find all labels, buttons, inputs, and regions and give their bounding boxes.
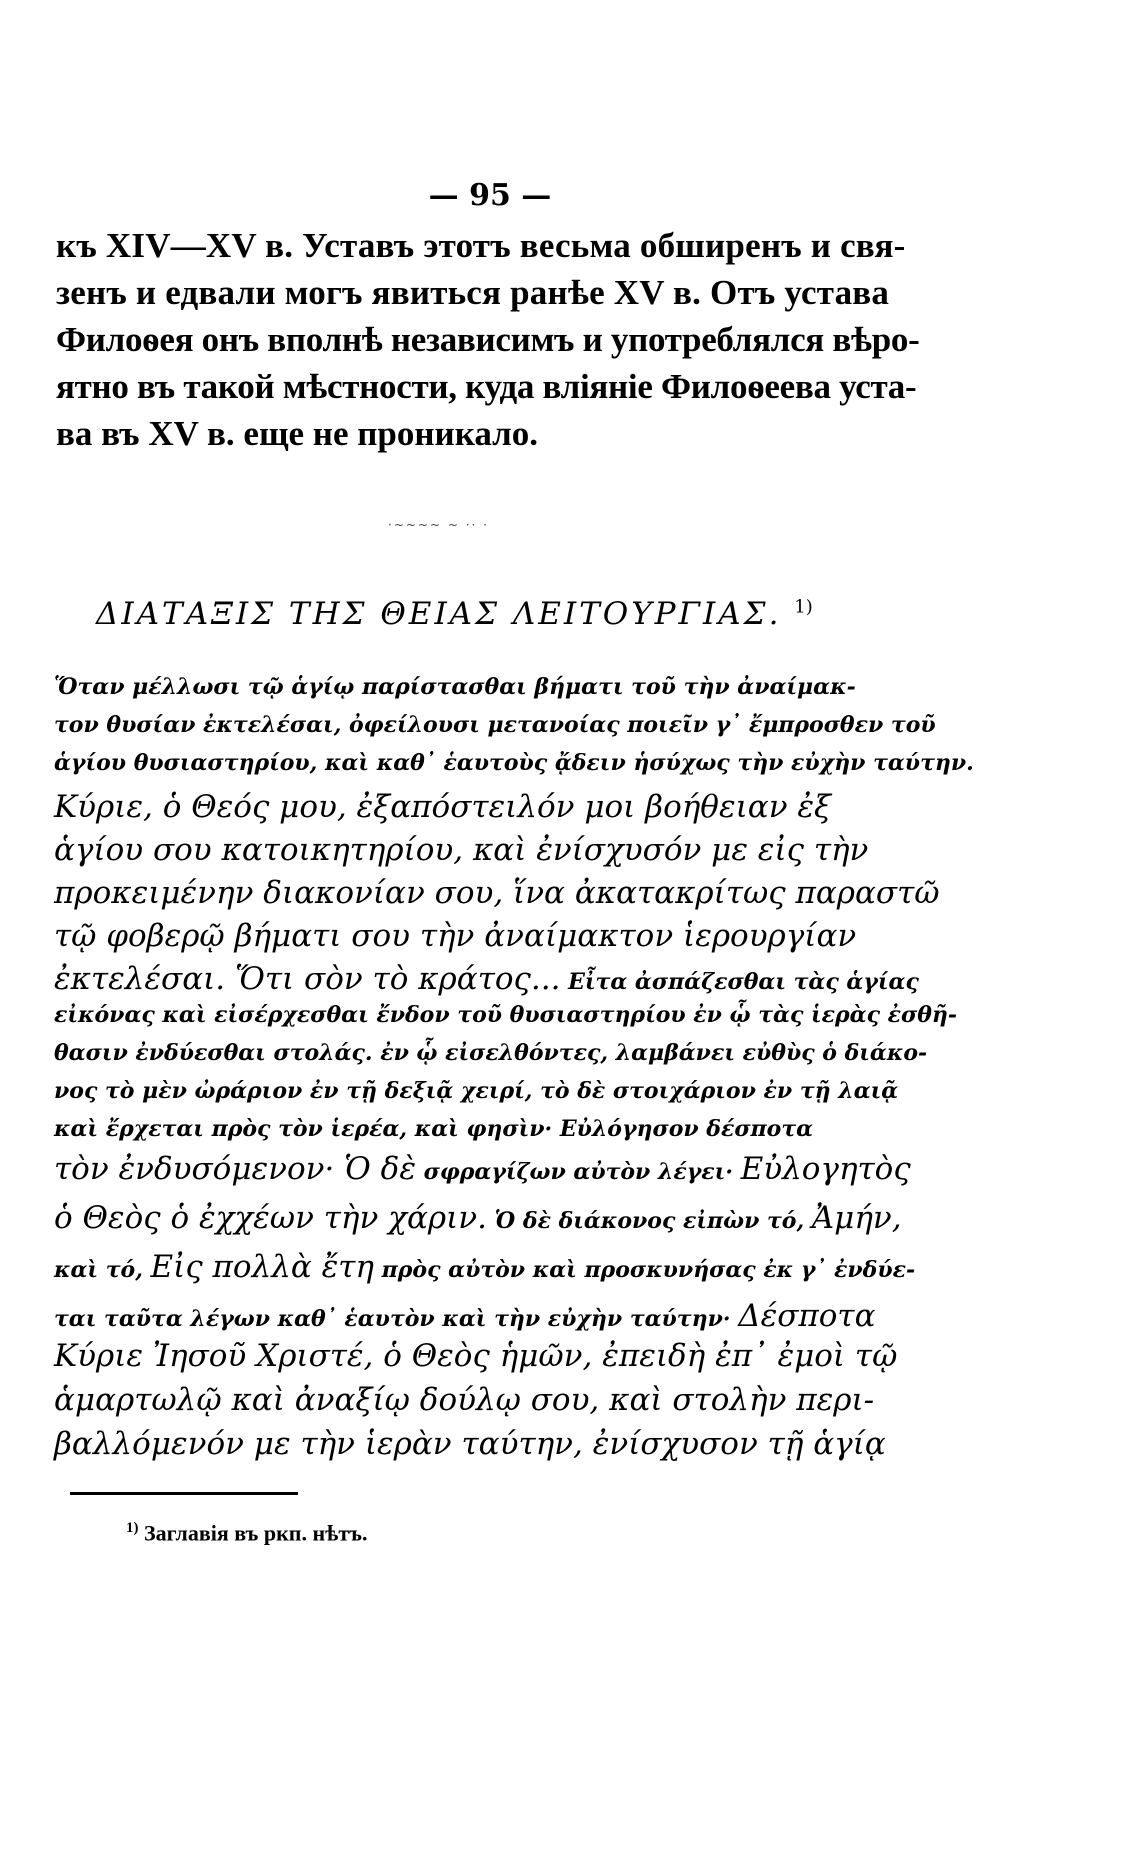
prayer-text: Ἀμήν, (811, 1200, 902, 1236)
text-line: зенъ и едвали могъ явиться ранѣе XV в. Отъ устава (56, 273, 890, 312)
prayer-text: τὸν ἐνδυσόμενον· Ὁ δὲ (54, 1151, 416, 1187)
text-line: βαλλόμενόν με τὴν ἱερὰν ταύτην, ἐνίσχυσον τῇ ἁγίᾳ (54, 1426, 886, 1462)
footnote-divider (70, 1492, 298, 1495)
text-line-mixed (54, 1148, 911, 1197)
text-line: Филоѳея онъ вполнѣ независимъ и употреблялся вѣро- (56, 320, 920, 359)
text-line-mixed (54, 1197, 902, 1246)
text-line: τον θυσίαν ἐκτελέσαι, ὀφείλουσι μετανοίας ποιεῖν γ᾽ ἔμπροσθεν τοῦ (54, 712, 936, 738)
text-line: ἁγίου θυσιαστηρίου, καὶ καθ᾽ ἑαυτοὺς ᾄδειν ἡσύχως τὴν εὐχὴν ταύτην. (54, 750, 974, 776)
text-line: θασιν ἐνδύεσθαι στολάς. ἐν ᾧ εἰσελθόντες, λαμβάνει εὐθὺς ὁ διάκο- (54, 1040, 928, 1066)
greek-prayer-1 (54, 786, 940, 1001)
footnote-mark: 1) (126, 1520, 139, 1536)
rubric-text: πρὸς αὐτὸν καὶ προσκυνήσας ἐκ γ᾽ ἐνδύε- (374, 1257, 916, 1283)
prayer-text: Εὐλογητὸς (740, 1151, 911, 1187)
text-line: къ XIV—XV в. Уставъ этотъ весьма обширенъ и свя- (56, 226, 906, 265)
greek-prayer-2 (54, 1334, 898, 1466)
heading-title: ΔΙΑΤΑΞΙΣ ΤΗΣ ΘΕΙΑΣ ΛΕΙΤΟΥΡΓΙΑΣ. (96, 596, 782, 632)
greek-rubric-1 (54, 668, 974, 782)
prayer-text: Εἰς πολλὰ ἔτη (150, 1249, 375, 1285)
prayer-text: Δέσποτα (738, 1298, 876, 1334)
rubric-text: Ὁ δὲ διάκονος εἰπὼν τό, (487, 1208, 812, 1234)
footnote (126, 1520, 367, 1546)
footnote-text: Заглавія въ ркп. нѣтъ. (144, 1520, 368, 1546)
rubric-text: καὶ τό, (54, 1257, 151, 1283)
text-line: τῷ φοβερῷ βήματι σου τὴν ἀναίμακτον ἱερουργίαν (54, 918, 857, 954)
greek-rubric-2 (54, 996, 958, 1148)
text-line: ἁγίου σου κατοικητηρίου, καὶ ἐνίσχυσόν με εἰς τὴν (54, 832, 869, 868)
rubric-text: Εἶτα ἀσπάζεσθαι τὰς ἁγίας (560, 969, 919, 995)
text-line: ἁμαρτωλῷ καὶ ἀναξίῳ δούλῳ σου, καὶ στολὴν περι- (54, 1382, 875, 1418)
text-line: καὶ ἔρχεται πρὸς τὸν ἱερέα, καὶ φησὶν· Εὐλόγησον δέσποτα (54, 1116, 814, 1142)
rubric-text: σφραγίζων αὐτὸν λέγει· (415, 1159, 741, 1185)
heading-footnote-mark: 1) (794, 596, 813, 618)
text-line: Κύριε Ἰησοῦ Χριστέ, ὁ Θεὸς ἡμῶν, ἐπειδὴ ἐπ᾽ ἐμοὶ τῷ (54, 1338, 898, 1374)
text-line-mixed (54, 1246, 916, 1295)
prayer-text: ὁ Θεὸς ὁ ἐχχέων τὴν χάριν. (54, 1200, 488, 1236)
section-heading (96, 596, 813, 632)
text-line: Κύριε, ὁ Θεός μου, ἐξαπόστειλόν μοι βοήθειαν ἐξ (54, 789, 832, 825)
rubric-text: ται ταῦτα λέγων καθ᾽ ἑαυτὸν καὶ τὴν εὐχὴν ταύτην· (54, 1306, 739, 1332)
text-line: Ὅταν μέλλωσι τῷ ἁγίῳ παρίστασθαι βήματι τοῦ τὴν ἀναίμακ- (54, 674, 856, 700)
text-line-mixed (54, 958, 919, 1001)
page-number: — 95 — (428, 178, 552, 213)
text-line: ва въ XV в. еще не проникало. (56, 414, 539, 453)
prayer-text: ἐκτελέσαι. Ὅτι σὸν τὸ κράτος... (54, 961, 561, 997)
greek-mixed-block (54, 1148, 916, 1344)
text-line: νος τὸ μὲν ὠράριον ἐν τῇ δεξιᾷ χειρί, τὸ δὲ στοιχάριον ἐν τῇ λαιᾷ (54, 1078, 899, 1104)
text-line: προκειμένην διακονίαν σου, ἵνα ἀκατακρίτως παραστῶ (54, 875, 940, 911)
intro-paragraph (56, 222, 920, 457)
text-line: ятно въ такой мѣстности, куда вліяніе Филоѳеева уста- (56, 367, 917, 406)
text-line: εἰκόνας καὶ εἰσέρχεσθαι ἔνδον τοῦ θυσιαστηρίου ἐν ᾧ τὰς ἱερὰς ἐσθῆ- (54, 1002, 958, 1028)
section-separator: ·~~~~ ~ ·· · (388, 518, 489, 532)
